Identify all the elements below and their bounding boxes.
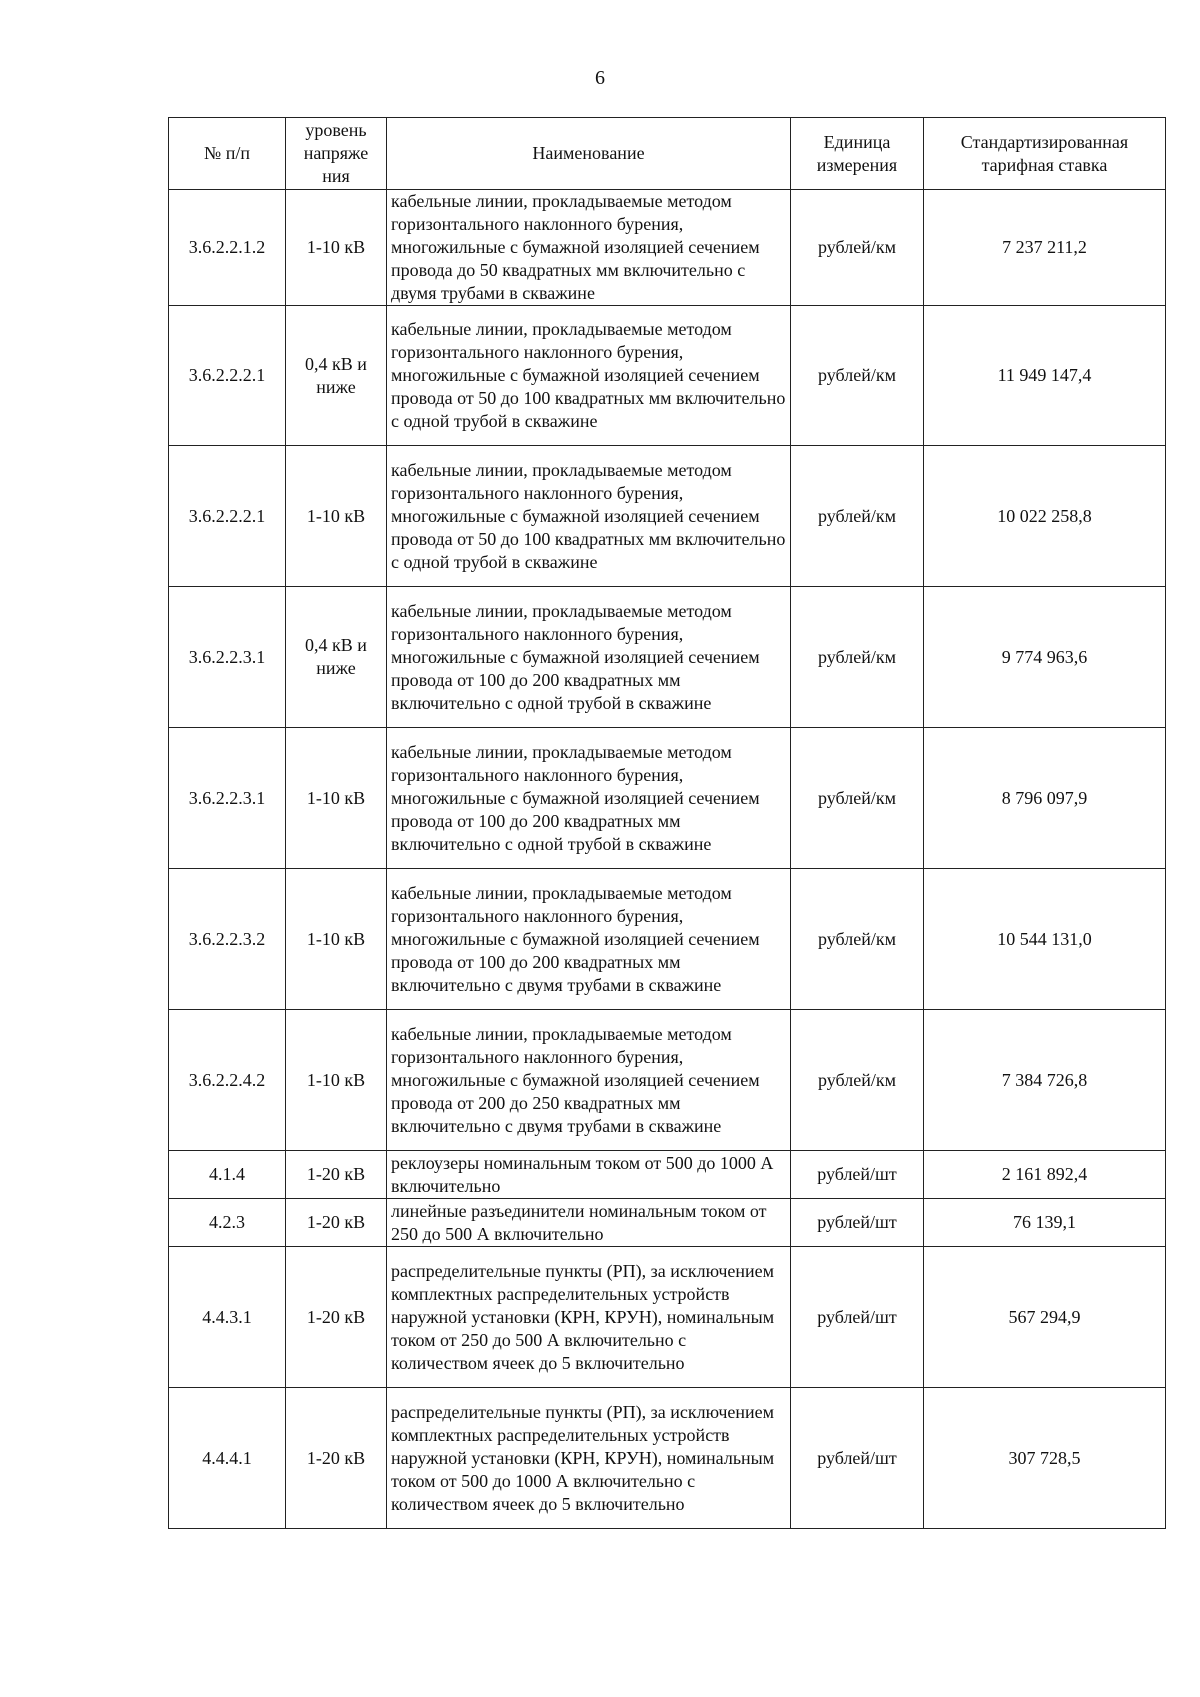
row-name: кабельные линии, прокладываемые методом горизонтального наклонного бурения, многожильные с бумажной изоляцией сечением провода от 100 до 200 квадратных мм включительно с одной трубой в скважине — [387, 587, 791, 728]
row-num: 3.6.2.2.4.2 — [169, 1010, 286, 1151]
row-name: кабельные линии, прокладываемые методом горизонтального наклонного бурения, многожильные с бумажной изоляцией сечением провода от 200 до 250 квадратных мм включительно с двумя трубами в скважине — [387, 1010, 791, 1151]
row-name: кабельные линии, прокладываемые методом горизонтального наклонного бурения, многожильные с бумажной изоляцией сечением провода от 50 до 100 квадратных мм включительно с одной трубой в скважине — [387, 446, 791, 587]
header-name: Наименование — [387, 118, 791, 190]
header-num: № п/п — [169, 118, 286, 190]
row-num: 3.6.2.2.3.1 — [169, 728, 286, 869]
row-rate: 9 774 963,6 — [924, 587, 1166, 728]
row-voltage: 1-10 кВ — [286, 446, 387, 587]
row-name: реклоузеры номинальным током от 500 до 1000 А включительно — [387, 1151, 791, 1199]
row-num: 3.6.2.2.2.1 — [169, 306, 286, 446]
header-rate: Стандартизированная тарифная ставка — [924, 118, 1166, 190]
row-num: 3.6.2.2.2.1 — [169, 446, 286, 587]
table-row — [169, 306, 1166, 446]
row-rate: 307 728,5 — [924, 1388, 1166, 1529]
header-voltage: уровень напряже ния — [286, 118, 387, 190]
table-row — [169, 1388, 1166, 1529]
row-name: распределительные пункты (РП), за исключением комплектных распределительных устройств наружной установки (КРН, КРУН), номинальным током от 500 до 1000 А включительно с количеством ячеек до 5 включительно — [387, 1388, 791, 1529]
table-row — [169, 1151, 1166, 1199]
row-rate: 567 294,9 — [924, 1247, 1166, 1388]
row-num: 3.6.2.2.3.1 — [169, 587, 286, 728]
row-rate: 7 237 211,2 — [924, 190, 1166, 306]
row-unit: рублей/км — [791, 587, 924, 728]
row-name: кабельные линии, прокладываемые методом горизонтального наклонного бурения, многожильные с бумажной изоляцией сечением провода до 50 квадратных мм включительно с двумя трубами в скважине — [387, 190, 791, 306]
row-rate: 7 384 726,8 — [924, 1010, 1166, 1151]
row-name: кабельные линии, прокладываемые методом горизонтального наклонного бурения, многожильные с бумажной изоляцией сечением провода от 100 до 200 квадратных мм включительно с одной трубой в скважине — [387, 728, 791, 869]
row-name: распределительные пункты (РП), за исключением комплектных распределительных устройств наружной установки (КРН, КРУН), номинальным током от 250 до 500 А включительно с количеством ячеек до 5 включительно — [387, 1247, 791, 1388]
row-unit: рублей/шт — [791, 1388, 924, 1529]
row-unit: рублей/км — [791, 306, 924, 446]
row-voltage: 1-20 кВ — [286, 1151, 387, 1199]
row-num: 4.4.4.1 — [169, 1388, 286, 1529]
table-row — [169, 1010, 1166, 1151]
row-voltage: 1-20 кВ — [286, 1247, 387, 1388]
page-number: 6 — [595, 67, 605, 89]
row-voltage: 1-20 кВ — [286, 1199, 387, 1247]
row-voltage: 1-10 кВ — [286, 869, 387, 1010]
row-name: линейные разъединители номинальным током от 250 до 500 А включительно — [387, 1199, 791, 1247]
row-name: кабельные линии, прокладываемые методом горизонтального наклонного бурения, многожильные с бумажной изоляцией сечением провода от 100 до 200 квадратных мм включительно с двумя трубами в скважине — [387, 869, 791, 1010]
row-rate: 2 161 892,4 — [924, 1151, 1166, 1199]
row-voltage: 0,4 кВ и ниже — [286, 587, 387, 728]
row-num: 4.1.4 — [169, 1151, 286, 1199]
table-row — [169, 446, 1166, 587]
table-row — [169, 869, 1166, 1010]
row-voltage: 1-20 кВ — [286, 1388, 387, 1529]
row-unit: рублей/км — [791, 446, 924, 587]
table-row — [169, 1247, 1166, 1388]
row-rate: 10 022 258,8 — [924, 446, 1166, 587]
row-unit: рублей/км — [791, 728, 924, 869]
table-row — [169, 190, 1166, 306]
table-row — [169, 587, 1166, 728]
table-header-row — [169, 118, 1166, 190]
row-rate: 8 796 097,9 — [924, 728, 1166, 869]
row-unit: рублей/шт — [791, 1199, 924, 1247]
header-unit: Единица измерения — [791, 118, 924, 190]
row-rate: 76 139,1 — [924, 1199, 1166, 1247]
table-row — [169, 1199, 1166, 1247]
row-voltage: 1-10 кВ — [286, 1010, 387, 1151]
row-num: 4.2.3 — [169, 1199, 286, 1247]
row-unit: рублей/км — [791, 869, 924, 1010]
tariff-rates-table — [168, 117, 1166, 1529]
row-unit: рублей/км — [791, 190, 924, 306]
row-num: 4.4.3.1 — [169, 1247, 286, 1388]
row-rate: 11 949 147,4 — [924, 306, 1166, 446]
row-voltage: 1-10 кВ — [286, 190, 387, 306]
row-voltage: 0,4 кВ и ниже — [286, 306, 387, 446]
row-name: кабельные линии, прокладываемые методом горизонтального наклонного бурения, многожильные с бумажной изоляцией сечением провода от 50 до 100 квадратных мм включительно с одной трубой в скважине — [387, 306, 791, 446]
row-num: 3.6.2.2.1.2 — [169, 190, 286, 306]
table-row — [169, 728, 1166, 869]
row-voltage: 1-10 кВ — [286, 728, 387, 869]
row-unit: рублей/шт — [791, 1247, 924, 1388]
row-unit: рублей/шт — [791, 1151, 924, 1199]
row-rate: 10 544 131,0 — [924, 869, 1166, 1010]
row-num: 3.6.2.2.3.2 — [169, 869, 286, 1010]
row-unit: рублей/км — [791, 1010, 924, 1151]
